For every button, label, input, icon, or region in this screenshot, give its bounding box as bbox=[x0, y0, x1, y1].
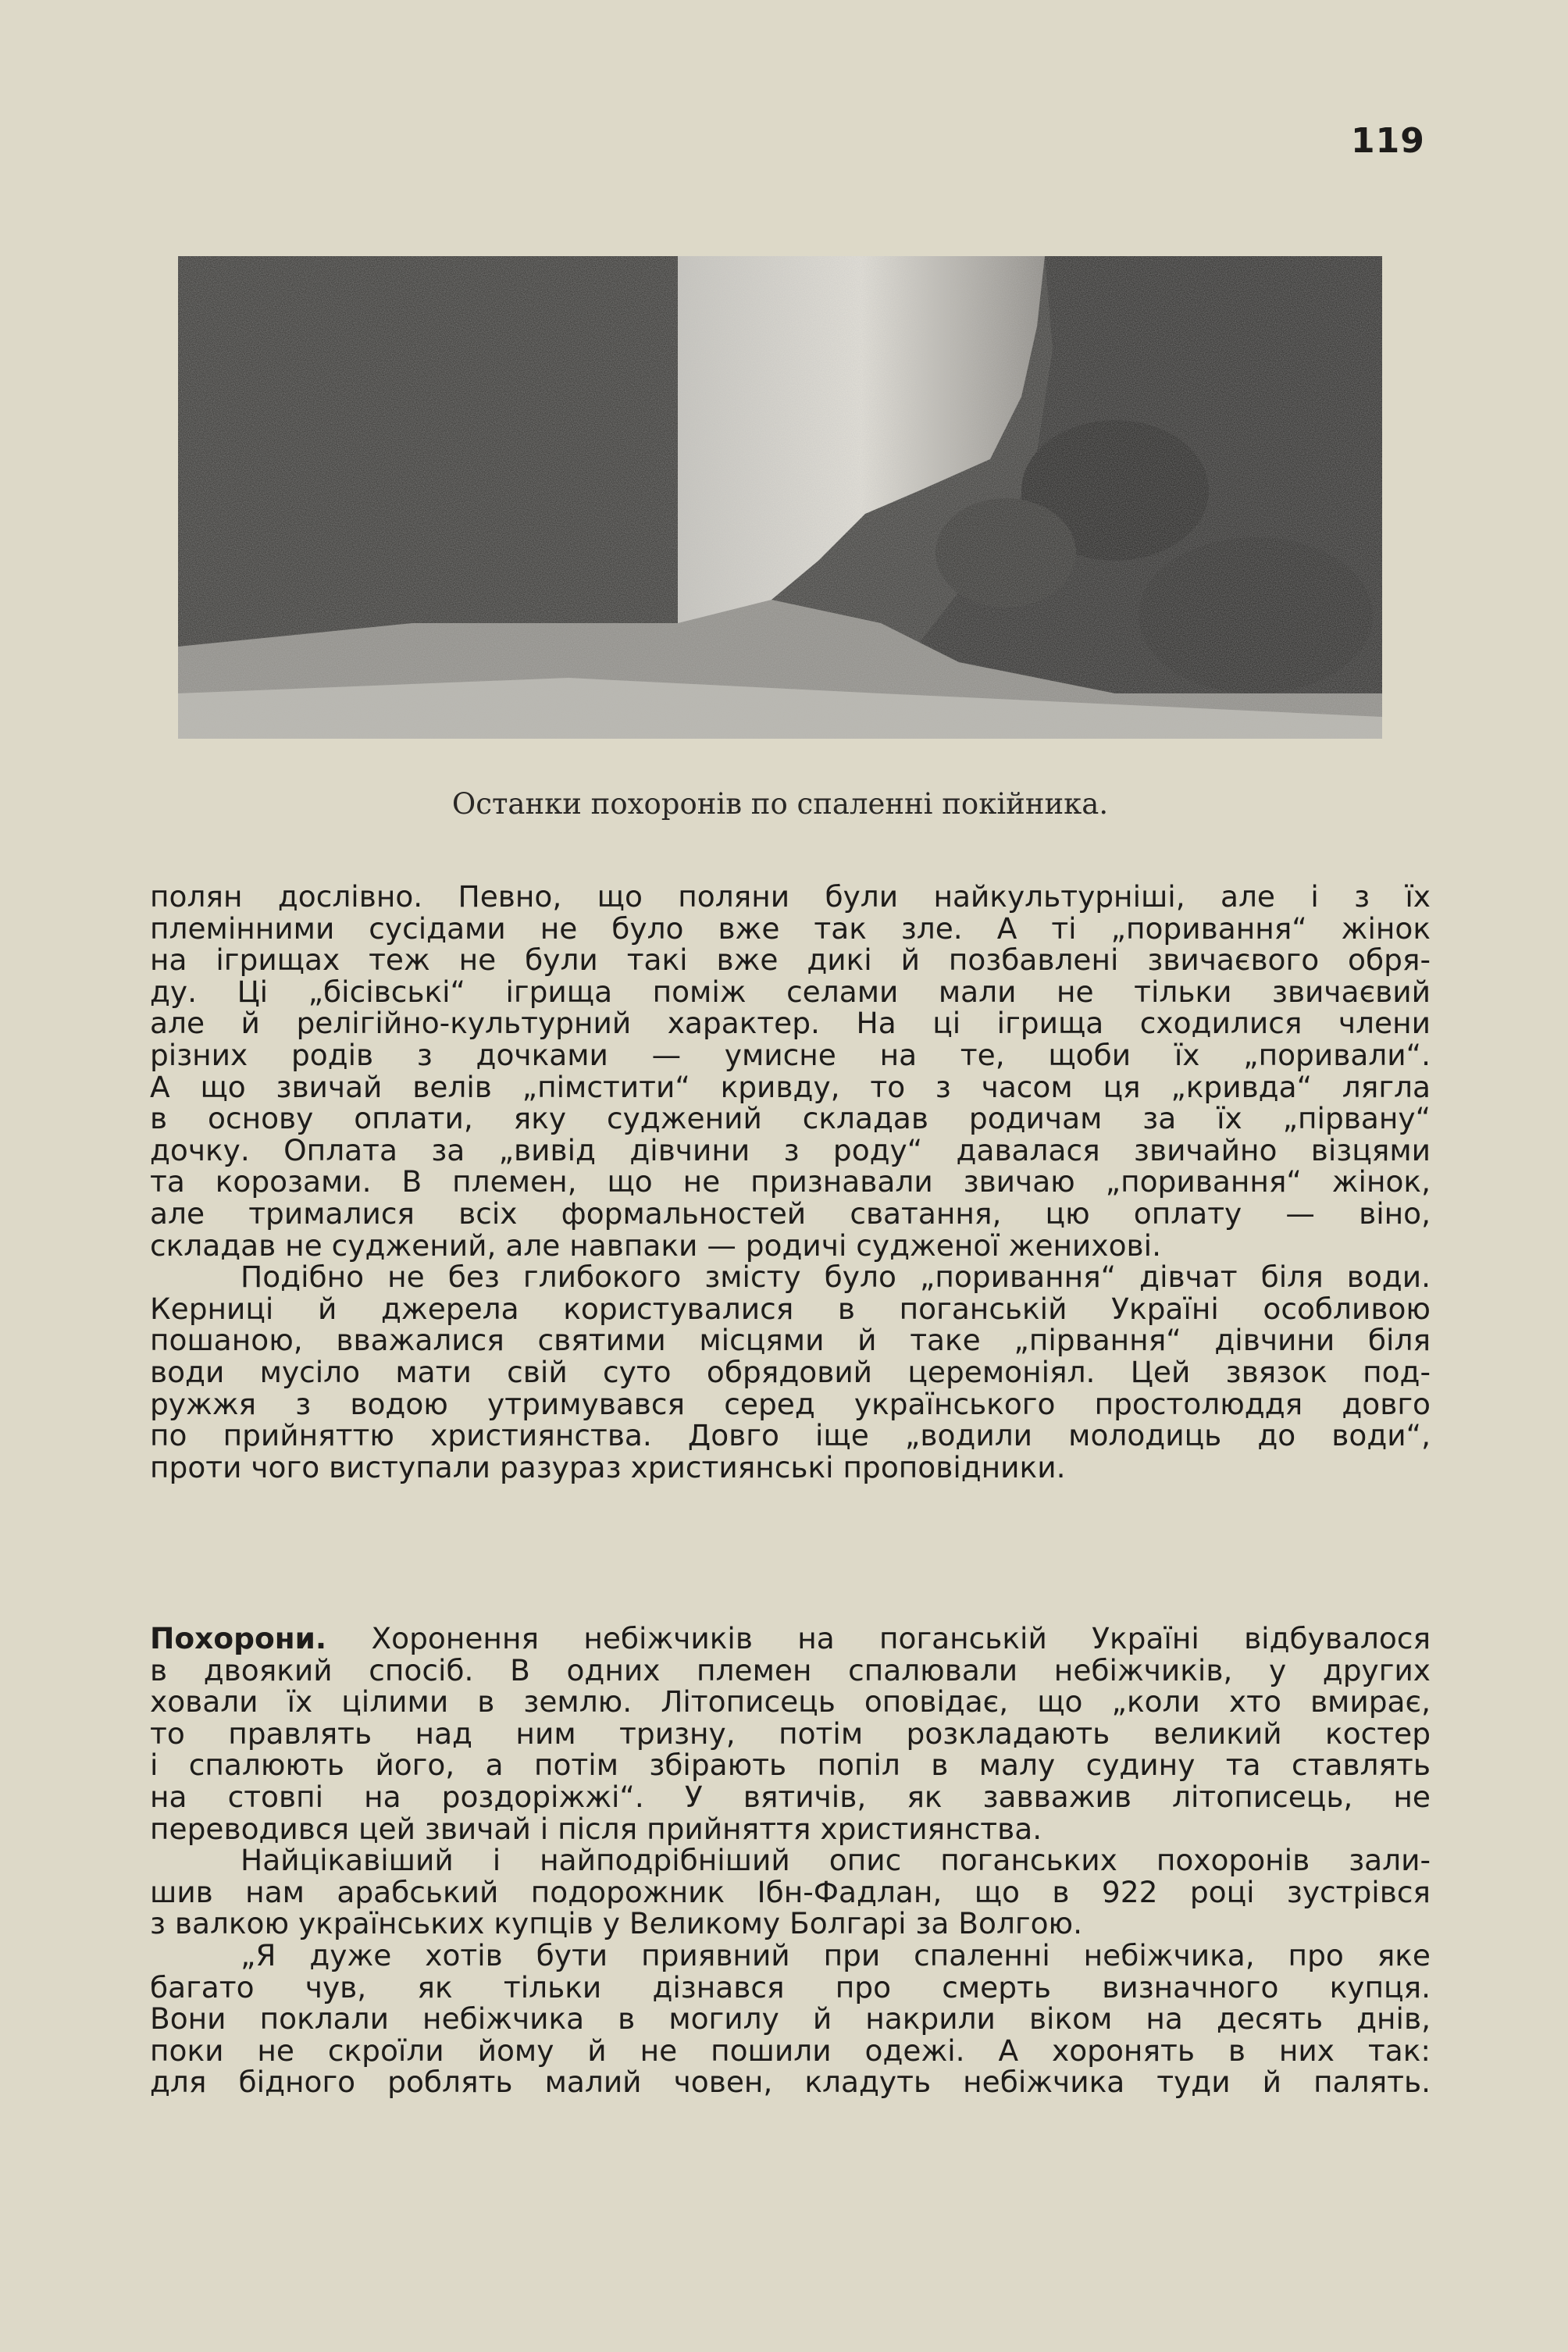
text-line: проти чого виступали разураз християнські проповідники. bbox=[150, 1449, 1066, 1484]
text-line: складав не суджений, але навпаки — родичі судженої женихові. bbox=[150, 1228, 1161, 1263]
text-line: ховали їх цілими в землю. Літописець оповідає, що „коли хто вмирає, bbox=[150, 1684, 1431, 1719]
text-line: в основу оплати, яку суджений складав родичам за їх „пірвану“ bbox=[150, 1101, 1431, 1136]
text-line: але трималися всіх формальностей сватання, цю оплату — віно, bbox=[150, 1196, 1431, 1231]
text-line: з валкою українських купців у Великому Болгарі за Волгою. bbox=[150, 1906, 1083, 1941]
page-number: 119 bbox=[1351, 121, 1425, 161]
text-line: різних родів з дочками — умисне на те, щоби їх „поривали“. bbox=[150, 1037, 1431, 1072]
text-line-with-heading bbox=[150, 1623, 1431, 1655]
text-line: переводився цей звичай і після прийняття християнства. bbox=[150, 1811, 1042, 1846]
burial-remains-photo bbox=[178, 256, 1382, 739]
text-line: поки не скроїли йому й не пошили одежі. А хоронять в них так: bbox=[150, 2033, 1431, 2068]
text-line: для бідного роблять малий човен, кладуть небіжчика туди й палять. bbox=[150, 2065, 1431, 2100]
text-line-rest: Хоронення небіжчиків на поганській Україні відбувалося bbox=[371, 1621, 1431, 1655]
text-line: але й релігійно-культурний характер. На ці ігрища сходилися члени bbox=[150, 1006, 1431, 1041]
text-line: шив нам арабський подорожник Ібн-Фадлан, що в 922 році зустрівся bbox=[150, 1874, 1431, 1909]
text-line: по прийняттю християнства. Довго іще „водили молодиць до води“, bbox=[150, 1418, 1431, 1453]
text-line: ружжя з водою утримувався серед українського простолюддя довго bbox=[150, 1386, 1431, 1421]
text-line: Подібно не без глибокого змісту було „поривання“ дівчат біля води. bbox=[241, 1260, 1431, 1295]
text-line: на стовпі на роздоріжжі“. У вятичів, як завважив літописець, не bbox=[150, 1779, 1431, 1814]
section-heading: Похорони. bbox=[150, 1621, 327, 1655]
body-text-section-1 bbox=[150, 881, 1431, 1483]
text-line: Найцікавіший і найподрібніший опис поганських похоронів зали- bbox=[241, 1843, 1431, 1878]
text-line: багато чув, як тільки дізнався про смерть визначного купця. bbox=[150, 1969, 1431, 2005]
body-text-section-2 bbox=[150, 1623, 1431, 2098]
text-line: „Я дуже хотів бути приявний при спаленні небіжчика, про яке bbox=[241, 1937, 1431, 1972]
text-line: ду. Ці „бісівські“ ігрища поміж селами мали не тільки звичаєвий bbox=[150, 974, 1431, 1009]
text-line: в двоякий спосіб. В одних племен спалювали небіжчиків, у других bbox=[150, 1652, 1431, 1687]
figure-caption: Останки похоронів по спаленні покійника. bbox=[451, 787, 1109, 821]
text-line: А що звичай велів „пімстити“ кривду, то з часом ця „кривда“ лягла bbox=[150, 1069, 1431, 1104]
text-line: племінними сусідами не було вже так зле. А ті „поривання“ жінок bbox=[150, 911, 1431, 946]
text-line: дочку. Оплата за „вивід дівчини з роду“ давалася звичайно візцями bbox=[150, 1132, 1431, 1167]
text-line: полян дослівно. Певно, що поляни були найкультурніші, але і з їх bbox=[150, 879, 1431, 914]
text-line: на ігрищах теж не були такі вже дикі й позбавлені звичаєвого обря- bbox=[150, 943, 1431, 978]
text-line: то правлять над ним тризну, потім розкладають великий костер bbox=[150, 1716, 1431, 1751]
text-line: Вони поклали небіжчика в могилу й накрили віком на десять днів, bbox=[150, 2001, 1431, 2037]
text-line: та корозами. В племен, що не признавали звичаю „поривання“ жінок, bbox=[150, 1164, 1431, 1199]
text-line: Керниці й джерела користувалися в поганській Україні особливою bbox=[150, 1291, 1431, 1326]
text-line: пошаною, вважалися святими місцями й таке „пірвання“ дівчини біля bbox=[150, 1323, 1431, 1358]
text-line: води мусіло мати свій суто обрядовий церемоніял. Цей звязок под- bbox=[150, 1354, 1431, 1389]
text-line: і спалюють його, а потім збірають попіл в малу судину та ставлять bbox=[150, 1748, 1431, 1783]
